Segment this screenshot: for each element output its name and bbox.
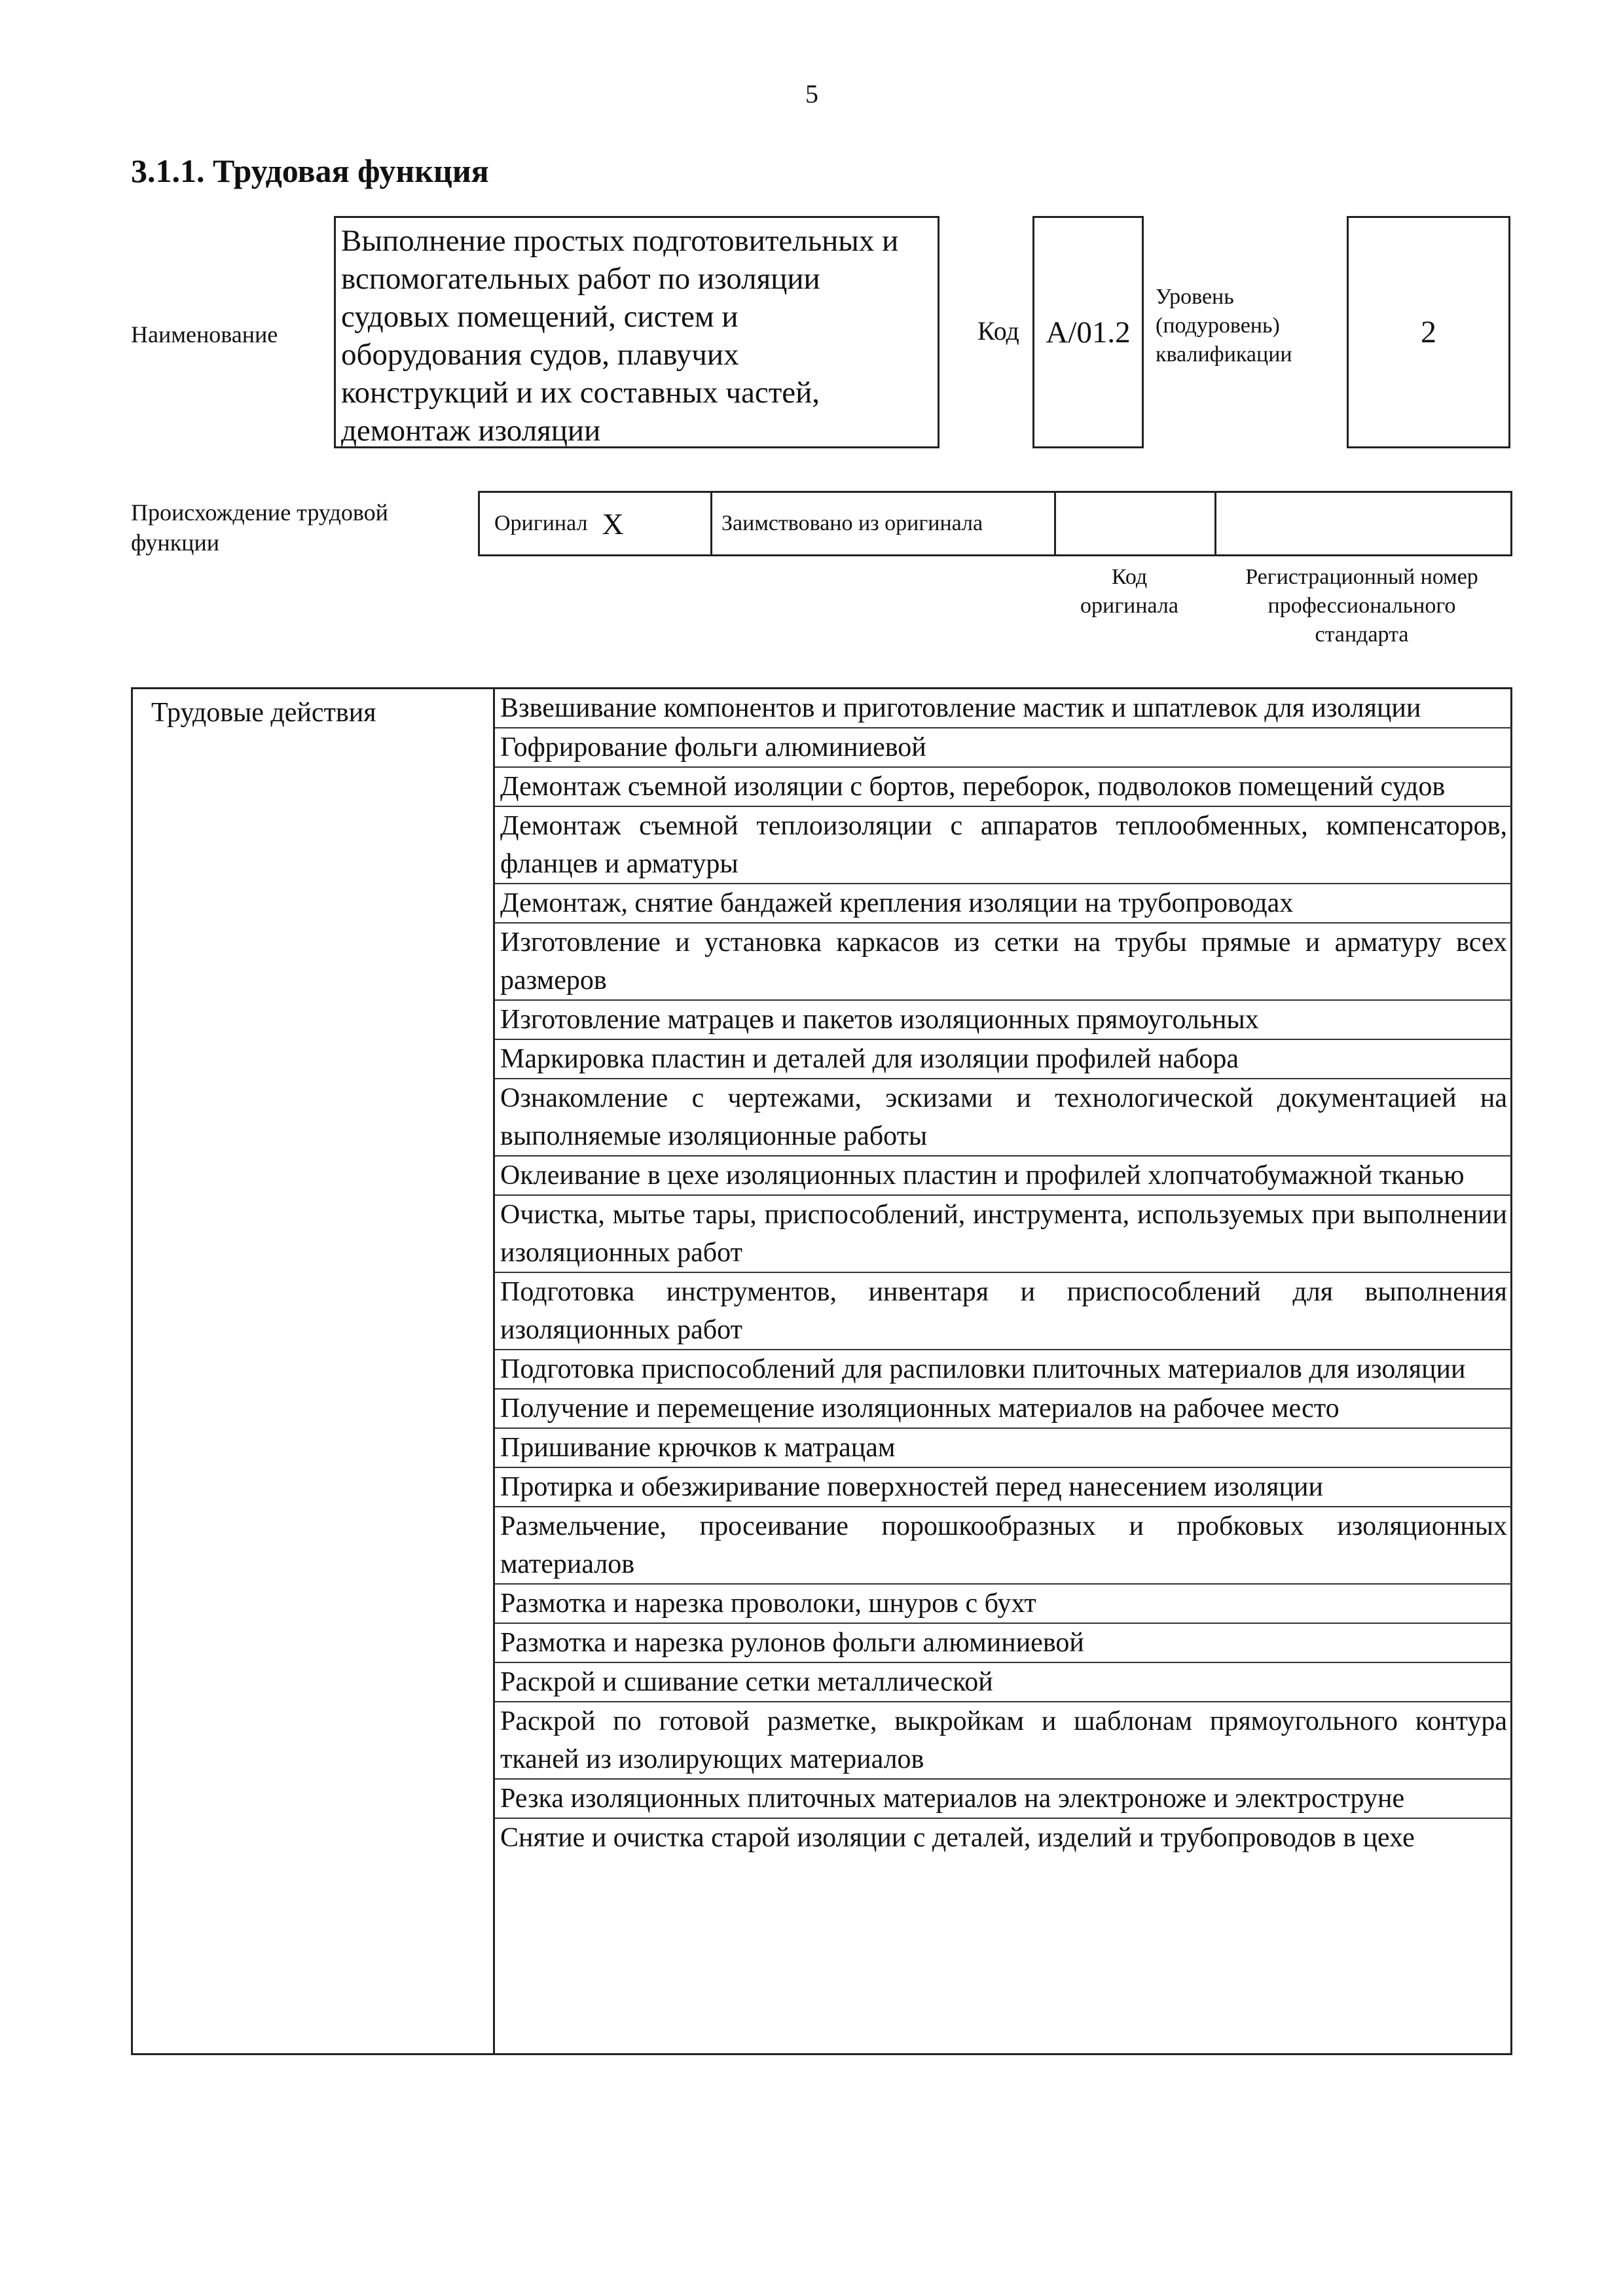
caption-line: стандарта bbox=[1315, 622, 1409, 647]
labor-action-item: Гофрирование фольги алюминиевой bbox=[495, 728, 1512, 768]
origin-label-line: функции bbox=[131, 529, 219, 556]
labor-action-item: Пришивание крючков к матрацам bbox=[495, 1429, 1512, 1468]
labor-actions-table bbox=[131, 687, 1512, 2055]
function-name-line: Выполнение простых подготовительных и bbox=[341, 224, 899, 258]
labor-action-item: Взвешивание компонентов и приготовление мастик и шпатлевок для изоляции bbox=[495, 689, 1512, 728]
code-value-box bbox=[1032, 216, 1144, 448]
caption-line: Код bbox=[1111, 565, 1148, 589]
labor-action-item: Изготовление матрацев и пакетов изоляционных прямоугольных bbox=[495, 1001, 1512, 1040]
labor-action-item: Демонтаж съемной теплоизоляции с аппаратов теплообменных, компенсаторов, фланцев и арматуры bbox=[495, 807, 1512, 884]
labor-action-item: Оклеивание в цехе изоляционных пластин и профилей хлопчатобумажной тканью bbox=[495, 1157, 1512, 1196]
labor-action-item: Раскрой и сшивание сетки металлической bbox=[495, 1663, 1512, 1702]
labor-action-item: Подготовка инструментов, инвентаря и приспособлений для выполнения изоляционных работ bbox=[495, 1273, 1512, 1350]
labor-action-item: Размотка и нарезка проволоки, шнуров с бухт bbox=[495, 1585, 1512, 1624]
labor-action-item: Протирка и обезжиривание поверхностей перед нанесением изоляции bbox=[495, 1468, 1512, 1507]
borrowed-cell bbox=[710, 491, 1054, 556]
labor-action-item: Ознакомление с чертежами, эскизами и технологической документацией на выполняемые изоляционные работы bbox=[495, 1079, 1512, 1157]
labor-action-item: Маркировка пластин и деталей для изоляции профилей набора bbox=[495, 1040, 1512, 1079]
function-name-line: демонтаж изоляции bbox=[341, 414, 601, 448]
reg-number-cell bbox=[1214, 491, 1512, 556]
section-title: 3.1.1. Трудовая функция bbox=[131, 152, 489, 189]
code-label: Код bbox=[977, 316, 1019, 346]
name-label: Наименование bbox=[131, 321, 278, 348]
original-mark: X bbox=[602, 507, 624, 541]
original-code-cell bbox=[1054, 491, 1214, 556]
function-name-box bbox=[334, 216, 939, 448]
labor-action-item: Снятие и очистка старой изоляции с деталей, изделий и трубопроводов в цехе bbox=[500, 1823, 1415, 1853]
level-label-line: Уровень bbox=[1156, 285, 1234, 309]
labor-action-item: Изготовление и установка каркасов из сетки на трубы прямые и арматуру всех размеров bbox=[495, 924, 1512, 1001]
original-cell bbox=[478, 491, 710, 556]
labor-action-item: Демонтаж съемной изоляции с бортов, переборок, подволоков помещений судов bbox=[495, 768, 1512, 807]
level-label-line: (подуровень) bbox=[1156, 314, 1280, 338]
level-value-box bbox=[1347, 216, 1510, 448]
labor-action-item: Размельчение, просеивание порошкообразных и пробковых изоляционных материалов bbox=[495, 1507, 1512, 1585]
caption-line: Регистрационный номер bbox=[1245, 565, 1478, 589]
labor-action-item: Резка изоляционных плиточных материалов на электроноже и электроструне bbox=[495, 1780, 1512, 1819]
caption-reg-number bbox=[1211, 563, 1512, 649]
function-name-line: вспомогательных работ по изоляции bbox=[341, 262, 820, 296]
function-name-line: судовых помещений, систем и bbox=[341, 300, 739, 334]
origin-label bbox=[131, 497, 388, 558]
function-name-line: оборудования судов, плавучих bbox=[341, 338, 739, 372]
origin-row bbox=[478, 491, 1512, 556]
level-label-line: квалификации bbox=[1156, 342, 1292, 367]
caption-original-code bbox=[1054, 563, 1205, 620]
labor-action-item: Очистка, мытье тары, приспособлений, инструмента, используемых при выполнении изоляционных работ bbox=[495, 1196, 1512, 1273]
function-name-line: конструкций и их составных частей, bbox=[341, 376, 820, 410]
caption-line: оригинала bbox=[1080, 594, 1178, 618]
labor-actions-list bbox=[493, 689, 1512, 2053]
origin-label-line: Происхождение трудовой bbox=[131, 499, 388, 526]
labor-action-item: Демонтаж, снятие бандажей крепления изоляции на трубопроводах bbox=[495, 884, 1512, 924]
level-label bbox=[1156, 283, 1292, 369]
level-value: 2 bbox=[1421, 315, 1436, 350]
code-value: A/01.2 bbox=[1046, 315, 1131, 350]
page-number: 5 bbox=[805, 79, 818, 109]
labor-action-item: Получение и перемещение изоляционных материалов на рабочее место bbox=[495, 1390, 1512, 1429]
borrowed-label: Заимствовано из оригинала bbox=[721, 511, 983, 535]
labor-action-item: Подготовка приспособлений для распиловки плиточных материалов для изоляции bbox=[495, 1350, 1512, 1390]
caption-line: профессионального bbox=[1267, 594, 1456, 618]
labor-actions-label: Трудовые действия bbox=[151, 698, 376, 728]
labor-action-item: Раскрой по готовой разметке, выкройкам и шаблонам прямоугольного контура тканей из изолирующих материалов bbox=[495, 1702, 1512, 1780]
original-label: Оригинал bbox=[494, 511, 588, 535]
labor-action-item: Размотка и нарезка рулонов фольги алюминиевой bbox=[495, 1624, 1512, 1663]
